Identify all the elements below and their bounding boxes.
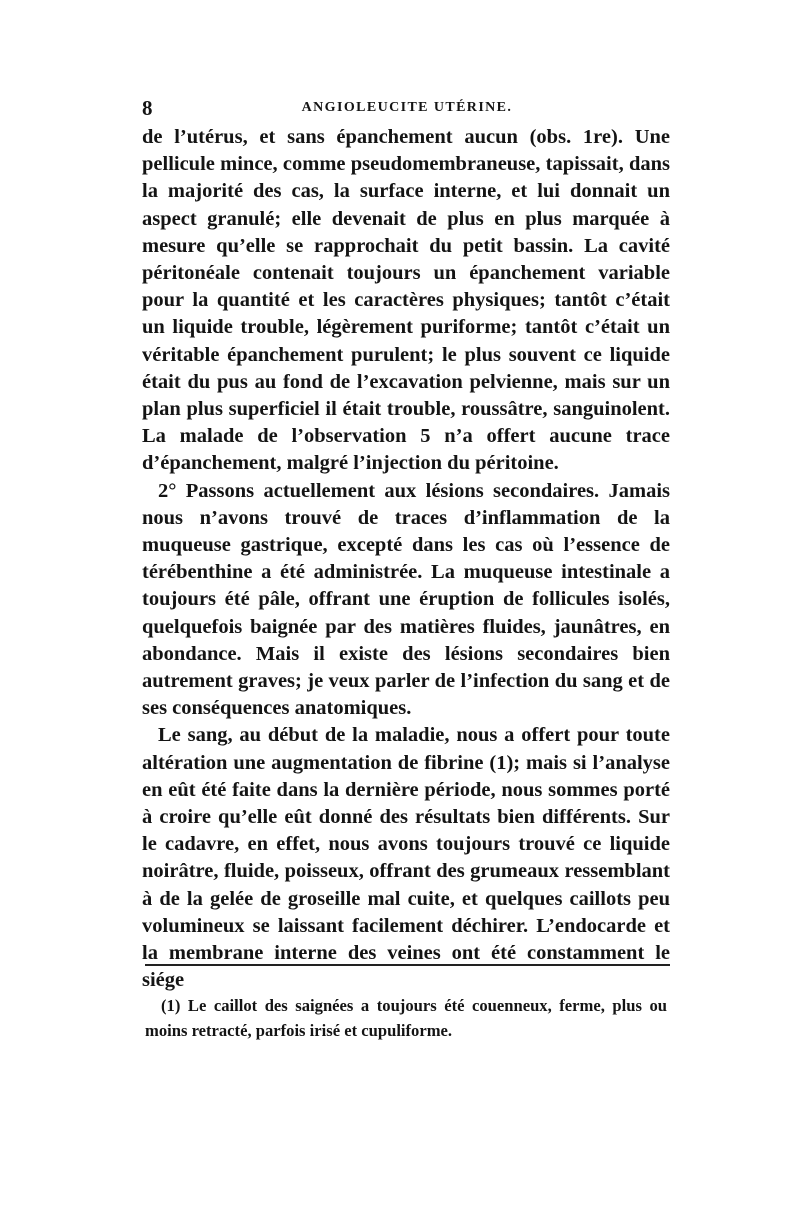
footnote: (1) Le caillot des saignées a toujours été couenneux, ferme, plus ou moins retracté, parfois irisé et cupuliforme.: [145, 996, 667, 1040]
paragraph-1: de l’utérus, et sans épanchement aucun (obs. 1re). Une pellicule mince, comme pseudomembraneuse, tapissait, dans la majorité des cas, la surface interne, et lui donnait un aspect granulé; elle devenait de plus en plus marquée à mesure qu’elle se rapprochait du petit bassin. La cavité péritonéale contenait toujours un épanchement variable pour la quantité et les caractères physiques; tantôt c’était un liquide trouble, légèrement puriforme; tantôt c’était un véritable épanchement purulent; le plus souvent ce liquide était du pus au fond de l’excavation pelvienne, mais sur un plan plus superficiel il était trouble, roussâtre, sanguinolent. La malade de l’observation 5 n’a offert aucune trace d’épanchement, malgré l’injection du péritoine.: [142, 126, 670, 475]
page-number: 8: [142, 96, 153, 120]
paragraph-3: Le sang, au début de la maladie, nous a offert pour toute altération une augmentation de fibrine (1); mais si l’analyse en eût été faite dans la dernière période, nous sommes porté à croire qu’elle eût donné des résultats bien différents. Sur le cadavre, en effet, nous avons toujours trouvé ce liquide noirâtre, fluide, poisseux, offrant des grumeaux ressemblant à de la gelée de groseille mal cuite, et quelques caillots peu volumineux se laissant facilement déchirer. L’endocarde et la membrane interne des veines ont été constamment le siége: [142, 724, 670, 992]
paragraph-2: 2° Passons actuellement aux lésions secondaires. Jamais nous n’avons trouvé de traces d’inflammation de la muqueuse gastrique, excepté dans les cas où l’essence de térébenthine a été administrée. La muqueuse intestinale a toujours été pâle, offrant une éruption de follicules isolés, quelquefois baignée par des matières fluides, jaunâtres, en abondance. Mais il existe des lésions secondaires bien autrement graves; je veux parler de l’infection du sang et de ses conséquences anatomiques.: [142, 479, 670, 720]
running-head: [142, 96, 672, 120]
footnote-divider: [145, 964, 670, 966]
running-title: ANGIOLEUCITE UTÉRINE.: [301, 100, 513, 115]
body-text: [142, 124, 670, 995]
